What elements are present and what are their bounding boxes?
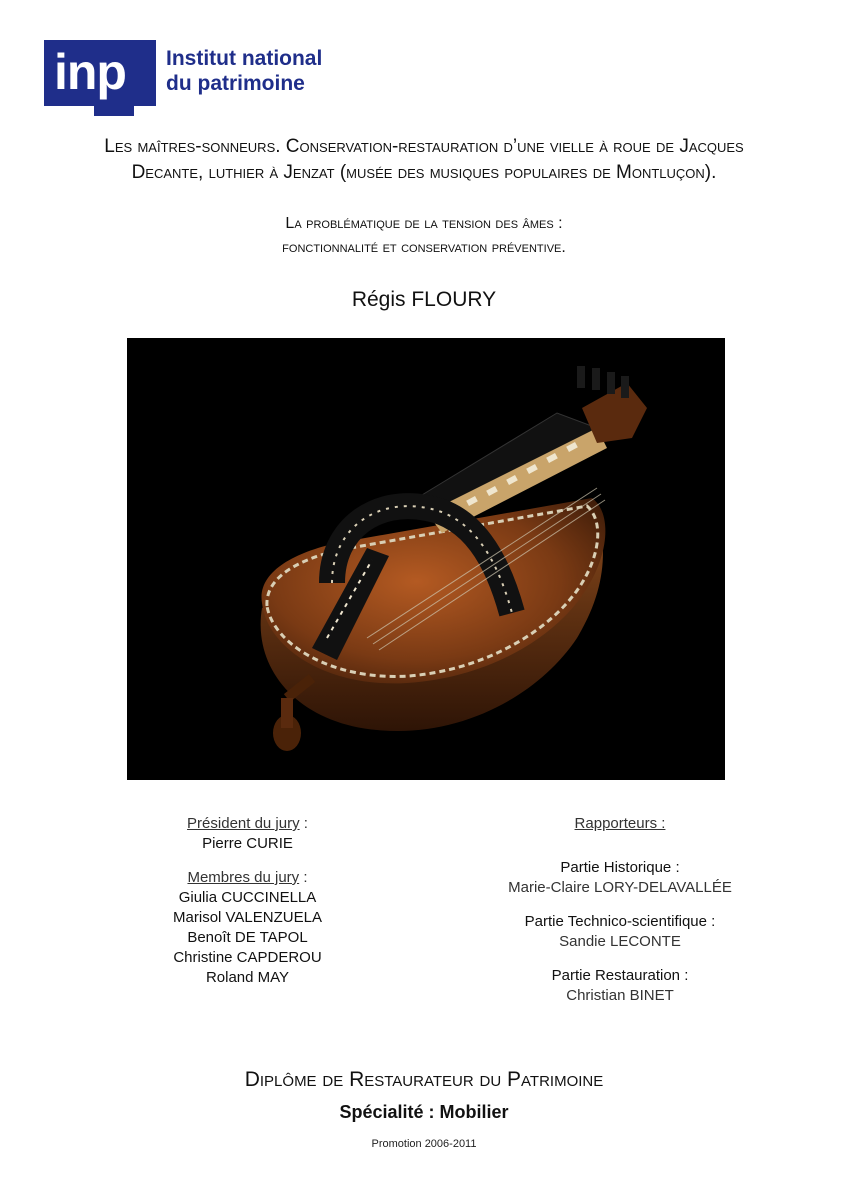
hurdy-gurdy-illustration <box>127 338 725 780</box>
members-label-suffix: : <box>299 869 308 886</box>
rapporteur-section-title: Partie Technico-scientifique : <box>524 913 716 930</box>
subtitle-line-1: La problématique de la tension des âmes : <box>285 215 563 232</box>
author-name: Régis FLOURY <box>351 288 497 311</box>
inp-logo <box>44 40 322 106</box>
members-heading <box>140 868 355 888</box>
president-label-suffix: : <box>299 815 308 832</box>
diploma-title: Diplôme de Restaurateur du Patrimoine <box>244 1068 604 1091</box>
logo-abbrev: inp <box>54 44 126 100</box>
president-name: Pierre CURIE <box>202 835 293 852</box>
member-name: Marisol VALENZUELA <box>173 909 322 926</box>
logo-line-1: Institut national <box>166 47 323 70</box>
document-title <box>30 134 818 186</box>
document-subtitle <box>30 212 818 260</box>
rapporteur-section-title: Partie Restauration : <box>551 967 689 984</box>
subtitle-line-2: fonctionnalité et conservation préventive. <box>282 239 566 256</box>
members-label: Membres du jury <box>187 869 300 886</box>
specialite: Spécialité : Mobilier <box>339 1102 509 1122</box>
promotion: Promotion 2006-2011 <box>371 1138 477 1150</box>
member-name: Benoît DE TAPOL <box>187 929 308 946</box>
title-line-1: Les maîtres-sonneurs. Conservation-restauration d’une vielle à roue de Jacques <box>104 136 744 157</box>
rapporteur-name: Marie-Claire LORY-DELAVALLÉE <box>508 879 732 896</box>
logo-tab-shape <box>94 106 134 116</box>
rapporteur-name: Sandie LECONTE <box>559 933 681 950</box>
president-heading <box>140 814 355 834</box>
logo-line-2: du patrimoine <box>166 72 305 95</box>
logo-wordmark <box>166 46 322 96</box>
rapporteur-section-title: Partie Historique : <box>560 859 680 876</box>
member-name: Roland MAY <box>205 969 290 986</box>
rapporteurs-label: Rapporteurs : <box>574 815 666 832</box>
rapporteurs-column <box>470 814 770 1006</box>
jury-column <box>140 814 355 988</box>
president-label: Président du jury <box>187 815 300 832</box>
member-name: Giulia CUCCINELLA <box>178 889 317 906</box>
hurdy-gurdy-photo <box>127 338 725 780</box>
title-line-2: Decante, luthier à Jenzat (musée des musiques populaires de Montluçon). <box>131 162 717 183</box>
member-name: Christine CAPDEROU <box>173 949 322 966</box>
rapporteur-name: Christian BINET <box>566 987 674 1004</box>
logo-mark <box>44 40 156 106</box>
